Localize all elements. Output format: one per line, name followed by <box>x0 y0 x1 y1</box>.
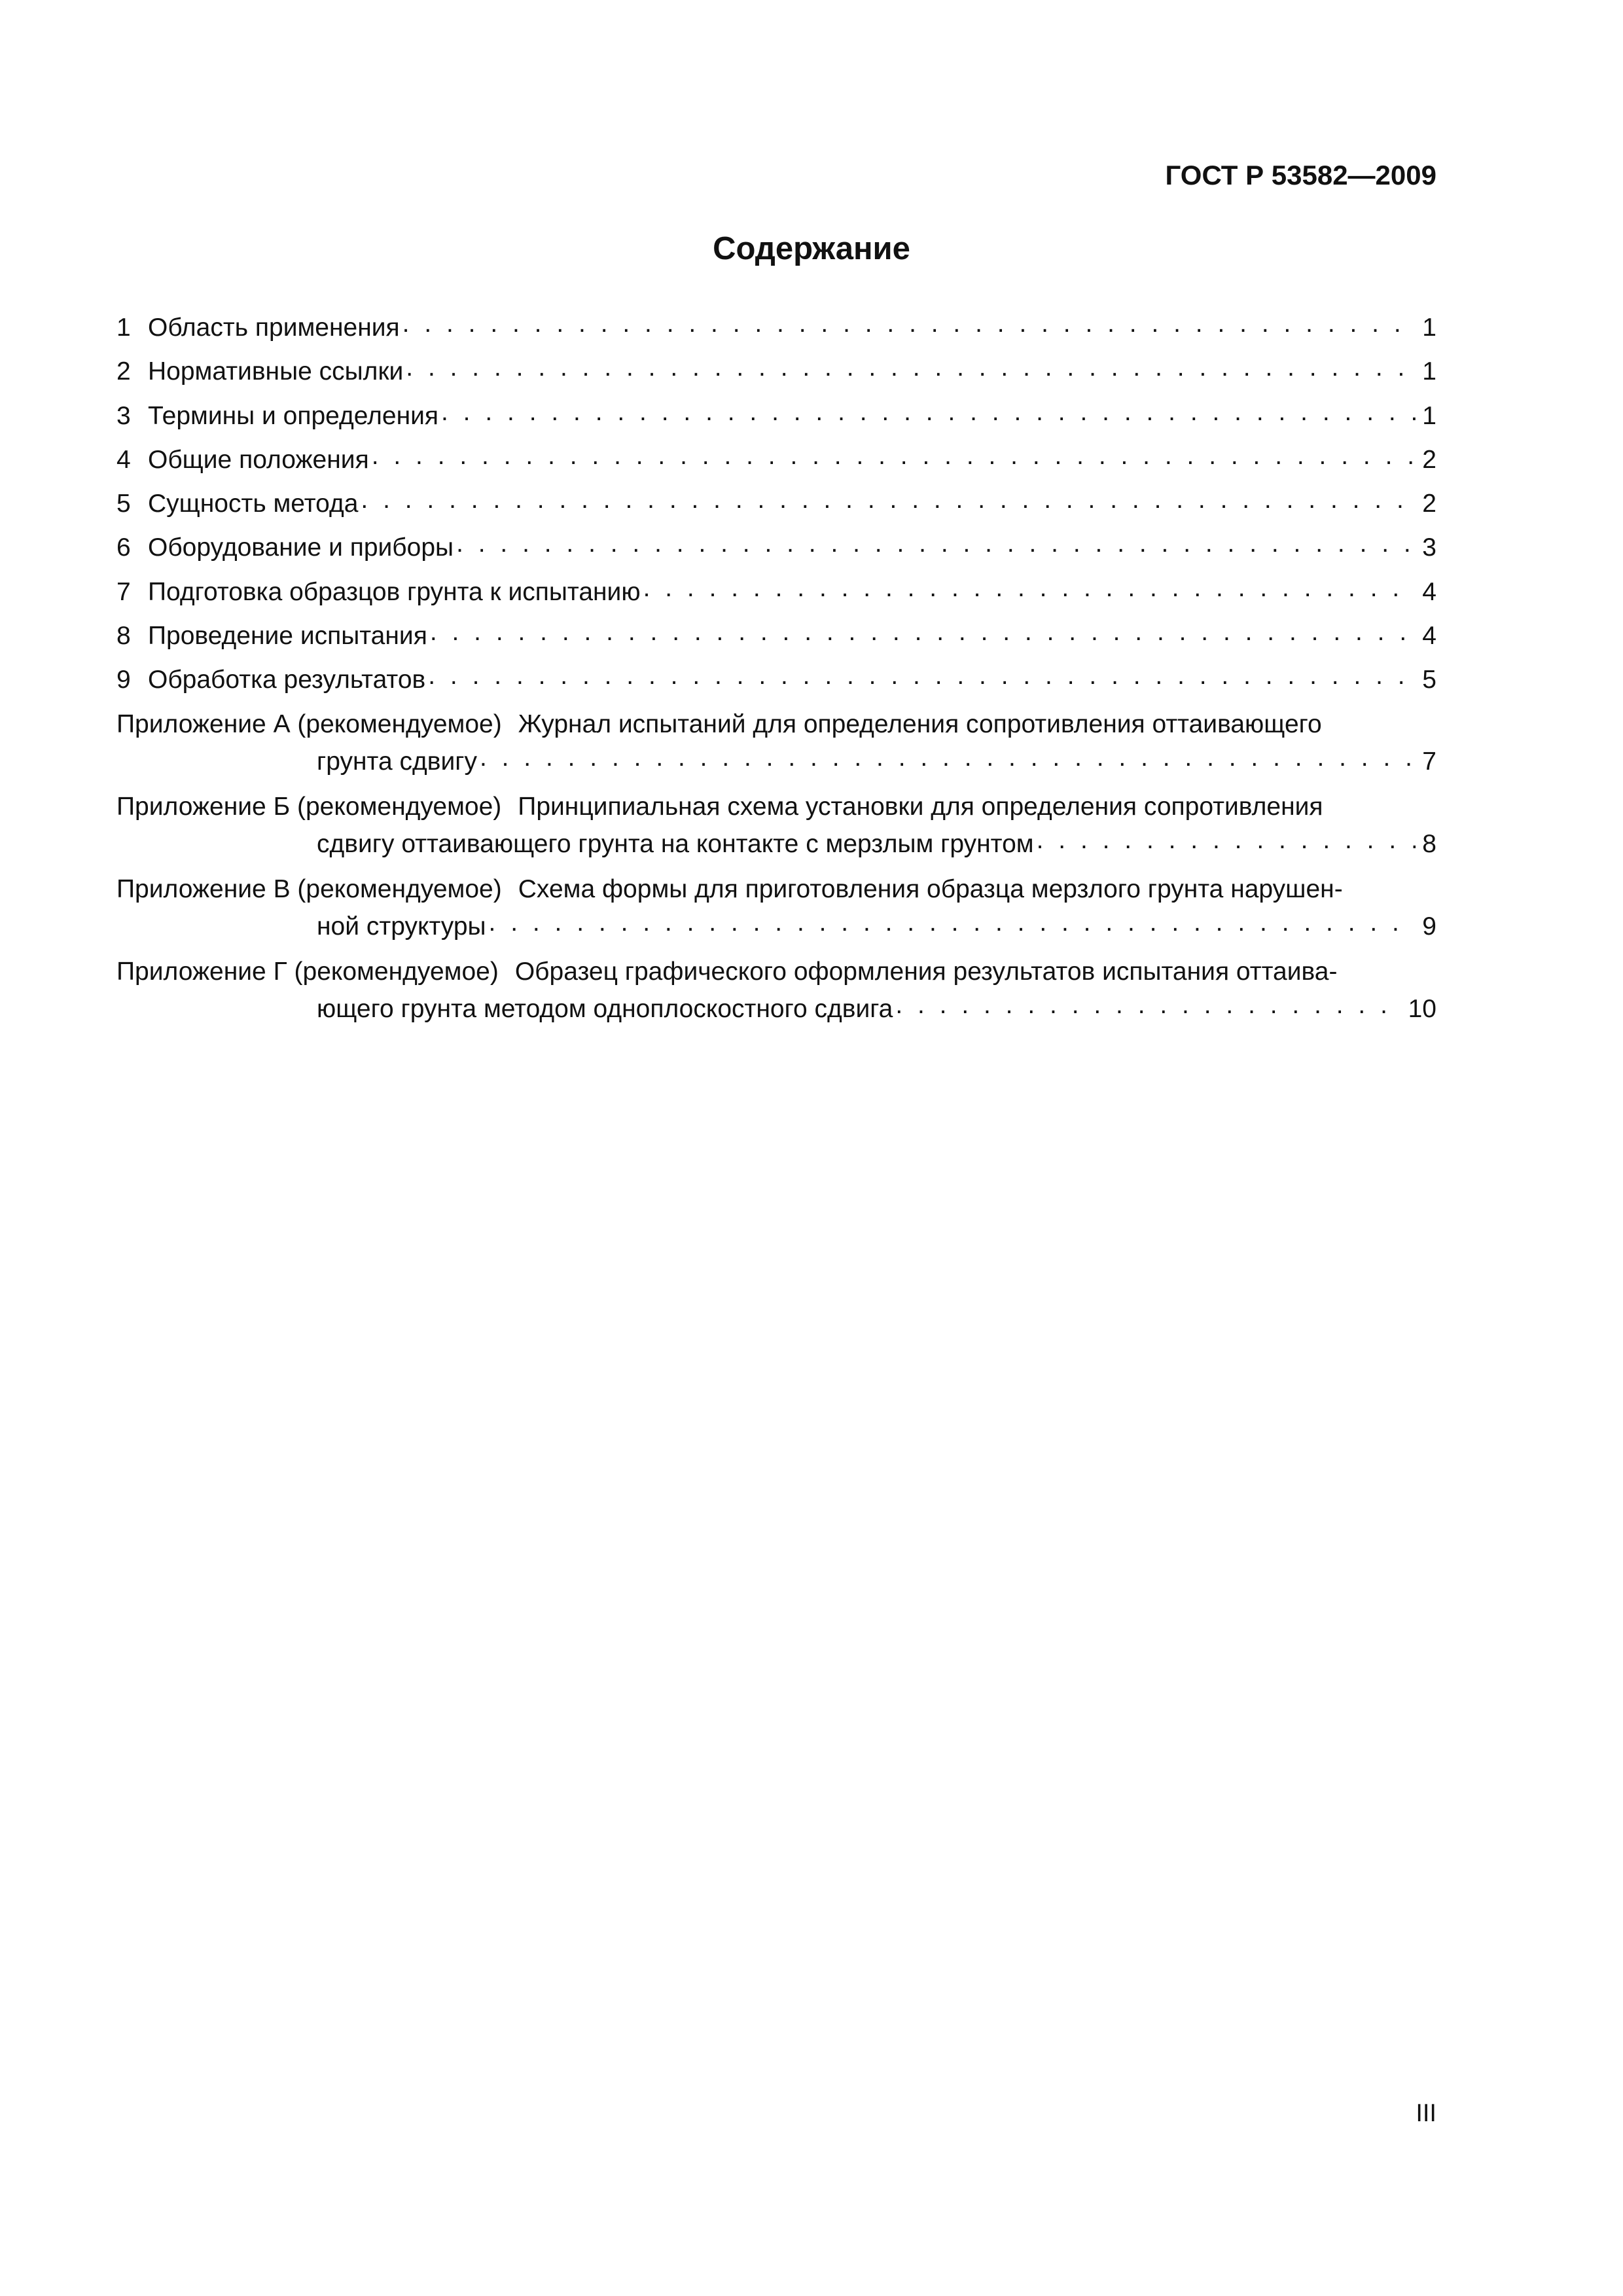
toc-entry[interactable] <box>116 529 1436 573</box>
toc-entry-title: Термины и определения <box>148 401 439 430</box>
toc-entry[interactable] <box>116 485 1436 529</box>
appendix-heading: Приложение Б (рекомендуемое) <box>116 792 502 821</box>
toc-entry[interactable] <box>116 309 1436 353</box>
toc-entry-page: 1 <box>1422 314 1436 342</box>
toc-entry-number: 1 <box>116 314 131 342</box>
toc-entry-title: Оборудование и приборы <box>148 533 454 562</box>
appendix-heading: Приложение В (рекомендуемое) <box>116 874 502 903</box>
dot-leader <box>372 437 1416 475</box>
toc-entry-number: 3 <box>116 401 131 430</box>
toc-entry-page: 5 <box>1422 666 1436 694</box>
toc-entry-number: 6 <box>116 533 131 562</box>
toc-appendix-entry[interactable] <box>116 706 1436 788</box>
toc-entry[interactable] <box>116 353 1436 397</box>
document-code: ГОСТ Р 53582—2009 <box>1165 160 1436 190</box>
toc-entry[interactable] <box>116 397 1436 441</box>
toc-entry-page: 9 <box>1422 912 1436 941</box>
toc-entry-number: 9 <box>116 666 131 694</box>
dot-leader <box>480 739 1416 776</box>
toc-entry-number: 4 <box>116 445 131 474</box>
dot-leader <box>489 904 1416 941</box>
appendix-heading: Приложение Г (рекомендуемое) <box>116 957 499 986</box>
toc-entry-title: Область применения <box>148 314 400 342</box>
toc-entry-page: 3 <box>1422 533 1436 562</box>
dot-leader <box>430 613 1416 651</box>
appendix-title: Схема формы для приготовления образца мерзлого грунта нарушен- <box>518 874 1343 903</box>
toc-entry-page: 7 <box>1422 747 1436 776</box>
dot-leader <box>441 393 1416 431</box>
dot-leader <box>428 657 1416 694</box>
dot-leader <box>1037 821 1416 859</box>
toc-appendix-entry[interactable] <box>116 870 1436 953</box>
dot-leader <box>895 986 1401 1024</box>
toc-entry-page: 4 <box>1422 622 1436 651</box>
dot-leader <box>402 305 1416 342</box>
toc-entry-page: 2 <box>1422 490 1436 518</box>
appendix-title-continued: грунта сдвигу <box>317 747 477 776</box>
toc-entry-page: 2 <box>1422 445 1436 474</box>
table-of-contents <box>116 309 1436 1035</box>
toc-appendix-entry[interactable] <box>116 788 1436 870</box>
dot-leader <box>361 481 1416 518</box>
toc-entry-number: 8 <box>116 622 131 651</box>
appendix-title-continued: ющего грунта методом одноплоскостного сдвига <box>317 994 893 1023</box>
page-title: Содержание <box>713 231 910 266</box>
appendix-title: Образец графического оформления результатов испытания оттаива- <box>514 957 1338 986</box>
appendix-title: Журнал испытаний для определения сопротивления оттаивающего <box>518 709 1322 738</box>
toc-entry-title: Нормативные ссылки <box>148 357 404 386</box>
appendix-title-continued: ной структуры <box>317 912 486 941</box>
toc-entry-page: 1 <box>1422 357 1436 386</box>
toc-entry[interactable] <box>116 573 1436 617</box>
page-number: III <box>1416 2100 1436 2127</box>
toc-entry-title: Общие положения <box>148 445 369 474</box>
dot-leader <box>406 349 1416 386</box>
toc-entry[interactable] <box>116 441 1436 485</box>
toc-entry-page: 10 <box>1408 994 1436 1023</box>
toc-entry[interactable] <box>116 617 1436 661</box>
toc-appendix-entry[interactable] <box>116 953 1436 1035</box>
toc-entry-number: 7 <box>116 577 131 606</box>
toc-entry[interactable] <box>116 661 1436 705</box>
toc-entry-number: 5 <box>116 490 131 518</box>
appendix-heading: Приложение А (рекомендуемое) <box>116 709 502 738</box>
dot-leader <box>456 525 1416 562</box>
toc-entry-number: 2 <box>116 357 131 386</box>
toc-entry-title: Обработка результатов <box>148 666 426 694</box>
toc-entry-title: Сущность метода <box>148 490 359 518</box>
toc-entry-page: 4 <box>1422 577 1436 606</box>
toc-entry-title: Проведение испытания <box>148 622 427 651</box>
appendix-title: Принципиальная схема установки для определения сопротивления <box>518 792 1323 821</box>
toc-entry-title: Подготовка образцов грунта к испытанию <box>148 577 641 606</box>
appendix-title-continued: сдвигу оттаивающего грунта на контакте с мерзлым грунтом <box>317 829 1034 858</box>
dot-leader <box>643 569 1416 607</box>
toc-entry-page: 1 <box>1422 401 1436 430</box>
toc-entry-page: 8 <box>1422 829 1436 858</box>
